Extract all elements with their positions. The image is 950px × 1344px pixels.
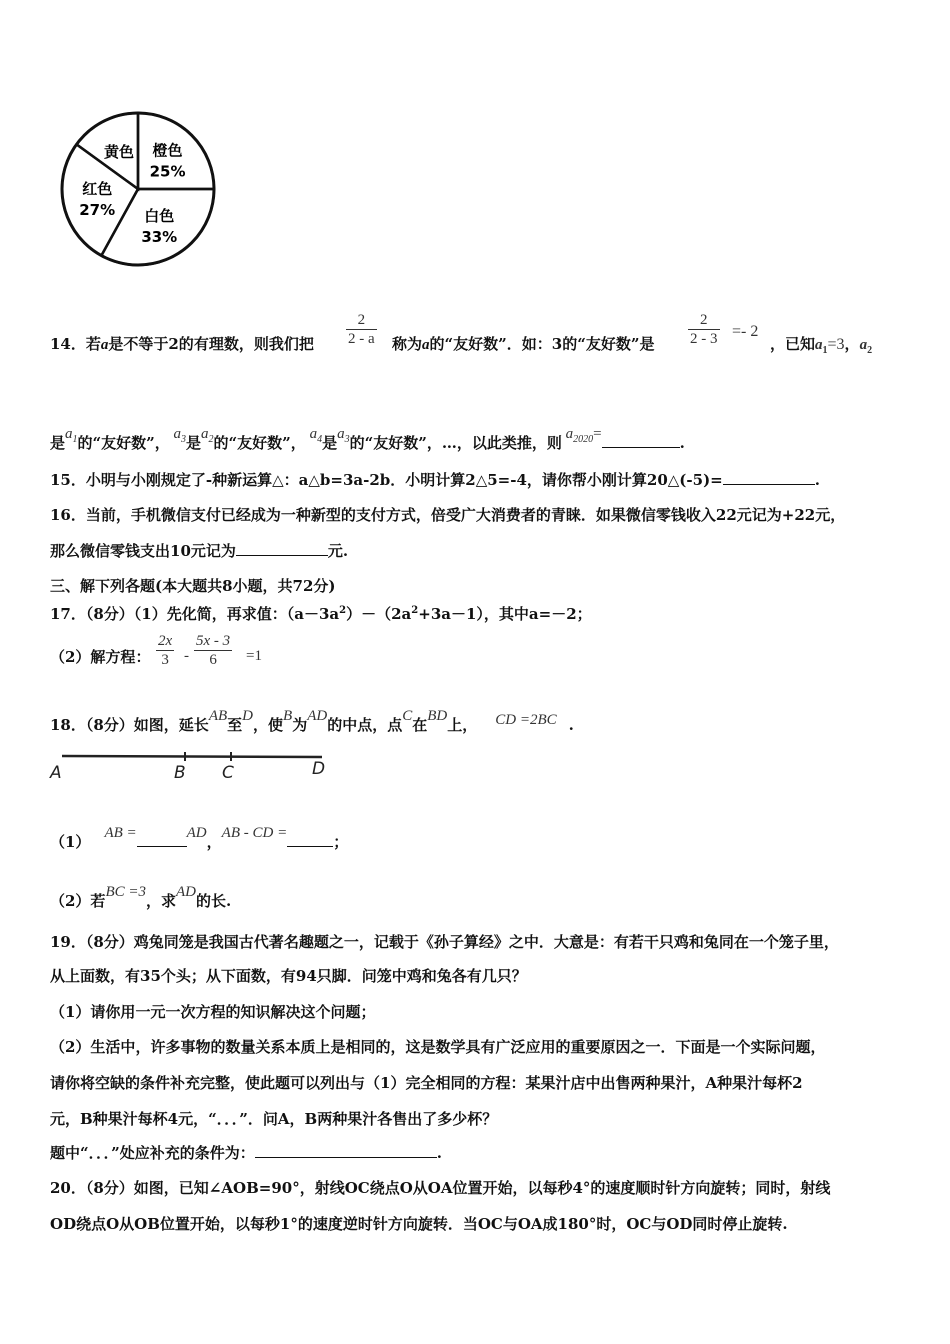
q14-text: ，已知 <box>770 335 816 353</box>
q19-line3: （1）请你用一元一次方程的知识解决这个问题； <box>50 1003 376 1021</box>
var-AB: AB <box>208 708 228 724</box>
q19-line5: 请你将空缺的条件补充完整，使此题可以列出与（1）完全相同的方程：某果汁店中出售两种果汁，A种果汁每杯2 <box>50 1074 803 1092</box>
q14-text: 是 <box>50 434 66 452</box>
subscript: 2 <box>208 434 214 445</box>
fraction-numerator: 2 <box>346 311 377 330</box>
q16-text: 元. <box>327 542 349 560</box>
pie-value-label: 27% <box>79 201 116 220</box>
q18-text: 为 <box>292 716 308 734</box>
var-B: B <box>283 708 293 724</box>
q14-eq2: =- 2 <box>732 323 759 340</box>
answer-blank[interactable] <box>255 1143 437 1158</box>
q17-fraction-1 <box>156 632 174 669</box>
q14-line1 <box>50 334 314 355</box>
q19-line6: 元，B种果汁每杯4元，“．．．”．问A，B两种果汁各售出了多少杯？ <box>50 1110 498 1128</box>
q15-text: . <box>814 471 820 489</box>
fraction-denominator: 2 - 3 <box>690 331 718 347</box>
answer-blank[interactable] <box>602 433 680 448</box>
subscript: 1 <box>822 345 828 356</box>
q14-line1c <box>770 334 872 361</box>
q19-text: 题中“．．．”处应补充的条件为： <box>50 1144 255 1162</box>
q14-text: 的“友好数”，…，以此类推，则 <box>349 434 562 452</box>
subscript: 1 <box>72 434 78 445</box>
var-a2: a <box>859 337 868 353</box>
pie-label: 白色 <box>144 206 175 225</box>
q17-line1 <box>50 601 592 624</box>
q18-part2 <box>50 882 231 911</box>
pie-label: 黄色 <box>104 142 135 161</box>
answer-blank[interactable] <box>137 832 187 847</box>
subscript: 4 <box>317 434 323 445</box>
pie-label: 橙色 <box>152 141 183 160</box>
subscript: 3 <box>181 434 187 445</box>
q15 <box>50 470 820 490</box>
var-a: a <box>100 337 109 353</box>
answer-blank[interactable] <box>287 832 333 847</box>
q14-eq3: =3 <box>827 336 845 353</box>
q18-line1 <box>50 706 574 735</box>
q15-text: 15．小明与小刚规定了-种新运算△：a△b=3a-2b．小明计算2△5=-4，请你帮小刚计算20△(-5)= <box>50 471 723 489</box>
fraction-numerator: 2x <box>158 633 173 649</box>
pie-chart <box>52 108 224 270</box>
fraction-numerator: 5x - 3 <box>196 633 231 649</box>
q19-line2: 从上面数，有35个头；从下面数，有94只脚．问笼中鸡和兔各有几只？ <box>50 967 527 985</box>
pie-label: 红色 <box>82 180 113 199</box>
expr-BC: BC =3 <box>105 884 146 900</box>
superscript: 2 <box>411 605 419 616</box>
q20-line1: 20．（8分）如图，已知∠AOB=90°，射线OC绕点O从OA位置开始，以每秒4°的速度顺时针方向旋转；同时，射线 <box>50 1179 831 1197</box>
relation: CD =2BC <box>495 712 557 728</box>
q18-text: ； <box>333 833 349 851</box>
q17-text: 17．（8分）（1）先化简，再求值：（a－3a <box>50 605 340 623</box>
subscript: 3 <box>344 434 350 445</box>
q17-fraction-2 <box>194 632 232 669</box>
var-D: D <box>242 708 253 724</box>
fraction-denominator: 2 - a <box>348 331 375 347</box>
fraction-denominator: 3 <box>161 652 169 668</box>
q14-text: 的“友好数”．如：3的“友好数”是 <box>429 335 655 353</box>
q18-text: 至 <box>227 716 243 734</box>
q20-line2: OD绕点O从OB位置开始，以每秒1°的速度逆时针方向旋转．当OC与OA成180°时，OC与OD同时停止旋转. <box>50 1215 788 1233</box>
point-label-B: B <box>174 763 186 783</box>
q18-text: . <box>568 716 574 734</box>
expr-AB: AB = <box>104 825 137 841</box>
q18-text: 18．（8分）如图，延长 <box>50 716 209 734</box>
q18-text: （1） <box>50 833 91 851</box>
q14-text: 14．若 <box>50 335 101 353</box>
q16-line1: 16．当前，手机微信支付已经成为一种新型的支付方式，倍受广大消费者的青睐．如果微信零钱收入22元记为+22元， <box>50 506 846 524</box>
q14-fraction-2 <box>688 311 720 348</box>
expr-AB-CD: AB - CD = <box>221 825 288 841</box>
var-BD: BD <box>427 708 448 724</box>
q18-text: ， <box>206 833 222 851</box>
expr-AD: AD <box>186 825 207 841</box>
q14-line2: 是$a_1$的“友好数”， $a_3$是$a_2$的“友好数”， $a_4$是$a_3$的“友好数”，…，以此类推，则 $a_{2020}=$ . <box>50 426 685 452</box>
q14-text: 的“友好数”， <box>213 434 306 452</box>
fraction-denominator: 6 <box>209 652 217 668</box>
q16-text: 那么微信零钱支出10元记为 <box>50 542 236 560</box>
var-a1: a <box>815 337 823 353</box>
q14-fraction-1 <box>346 311 377 348</box>
q18-text: 上， <box>447 716 478 734</box>
var-a: a <box>422 337 430 353</box>
point-label-D: D <box>312 759 326 779</box>
segment-AD <box>62 756 322 757</box>
q17-minus: - <box>184 648 189 664</box>
q18-text: ，使 <box>253 716 284 734</box>
q14-text: 的“友好数”， <box>77 434 170 452</box>
subscript: 2020 <box>573 434 594 445</box>
fraction-numerator: 2 <box>688 311 720 330</box>
q17-line2: （2）解方程： <box>50 648 151 666</box>
expr-AD: AD <box>176 884 196 900</box>
q14-text: ， <box>844 335 860 353</box>
var-C: C <box>402 708 413 724</box>
section-title: 三、解下列各题(本大题共8小题，共72分) <box>50 577 336 595</box>
q14-line1b <box>392 334 654 355</box>
pie-value-label: 33% <box>141 227 178 246</box>
q18-part1 <box>50 823 348 852</box>
q17-text: +3a－1），其中a=－2； <box>418 605 592 623</box>
q18-text: 在 <box>412 716 428 734</box>
q16-line2 <box>50 541 348 561</box>
point-label-C: C <box>222 763 234 783</box>
q19-text: . <box>436 1144 442 1162</box>
q19-line1: 19．（8分）鸡兔同笼是我国古代著名趣题之一，记载于《孙子算经》之中．大意是：有若干只鸡和兔同在一个笼子里， <box>50 933 839 951</box>
line-segment-figure <box>44 748 344 784</box>
q17-eq: =1 <box>246 648 262 664</box>
subscript: 2 <box>867 345 873 356</box>
q14-text: 是不等于2的有理数，则我们把 <box>108 335 314 353</box>
q18-text: （2）若 <box>50 892 106 910</box>
q17-text: ）－（2a <box>346 605 412 623</box>
q14-text: 称为 <box>392 335 423 353</box>
q18-text: ，求 <box>145 892 176 910</box>
q14-eq4: = <box>593 426 602 442</box>
superscript: 2 <box>339 605 347 616</box>
q19-line7 <box>50 1143 442 1163</box>
var-AD: AD <box>307 708 328 724</box>
q14-text: . <box>679 434 685 452</box>
answer-blank[interactable] <box>236 541 328 556</box>
q19-line4: （2）生活中，许多事物的数量关系本质上是相同的，这是数学具有广泛应用的重要原因之一．下面是一个实际问题， <box>50 1038 826 1056</box>
q14-text: 是 <box>322 434 338 452</box>
q18-text: 的中点，点 <box>327 716 403 734</box>
point-label-A: A <box>50 763 62 783</box>
pie-value-label: 25% <box>149 162 186 181</box>
q14-text: 是 <box>186 434 202 452</box>
answer-blank[interactable] <box>723 470 815 485</box>
q18-text: 的长. <box>196 892 232 910</box>
